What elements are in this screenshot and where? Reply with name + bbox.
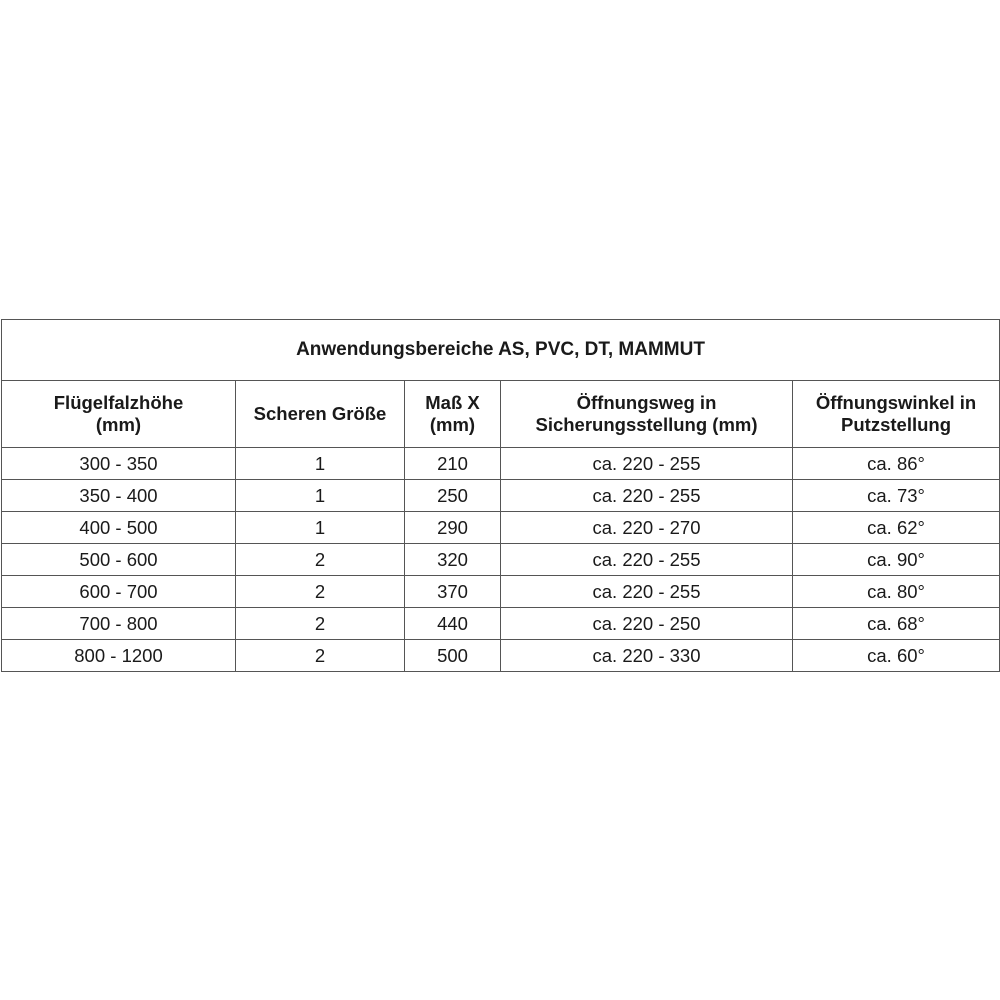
cell-mass-x: 440 [405,608,501,640]
cell-mass-x: 250 [405,480,501,512]
cell-oeffnungswinkel: ca. 73° [793,480,1000,512]
cell-oeffnungsweg: ca. 220 - 270 [501,512,793,544]
table-title: Anwendungsbereiche AS, PVC, DT, MAMMUT [2,320,1000,381]
cell-oeffnungswinkel: ca. 60° [793,640,1000,672]
cell-fluegelfalzhoehe: 500 - 600 [2,544,236,576]
table-row [2,640,1000,672]
table-row [2,448,1000,480]
cell-fluegelfalzhoehe: 400 - 500 [2,512,236,544]
cell-oeffnungsweg: ca. 220 - 255 [501,480,793,512]
cell-oeffnungswinkel: ca. 62° [793,512,1000,544]
table-row [2,576,1000,608]
cell-oeffnungsweg: ca. 220 - 255 [501,544,793,576]
cell-mass-x: 320 [405,544,501,576]
application-table [1,319,1000,672]
cell-oeffnungsweg: ca. 220 - 255 [501,576,793,608]
table-row [2,544,1000,576]
cell-oeffnungsweg: ca. 220 - 255 [501,448,793,480]
cell-scheren-groesse: 2 [236,608,405,640]
cell-oeffnungswinkel: ca. 68° [793,608,1000,640]
cell-scheren-groesse: 1 [236,448,405,480]
cell-oeffnungswinkel: ca. 86° [793,448,1000,480]
cell-oeffnungswinkel: ca. 80° [793,576,1000,608]
cell-mass-x: 370 [405,576,501,608]
header-scheren-groesse: Scheren Größe [236,381,405,448]
cell-oeffnungsweg: ca. 220 - 330 [501,640,793,672]
header-mass-x: Maß X (mm) [405,381,501,448]
header-oeffnungswinkel: Öffnungswinkel in Putzstellung [793,381,1000,448]
application-table-container [1,319,999,672]
cell-scheren-groesse: 2 [236,640,405,672]
cell-mass-x: 290 [405,512,501,544]
cell-scheren-groesse: 2 [236,544,405,576]
table-header-row [2,381,1000,448]
table-title-row [2,320,1000,381]
table-row [2,512,1000,544]
cell-scheren-groesse: 1 [236,480,405,512]
header-oeffnungsweg: Öffnungsweg in Sicherungsstellung (mm) [501,381,793,448]
cell-fluegelfalzhoehe: 350 - 400 [2,480,236,512]
cell-scheren-groesse: 2 [236,576,405,608]
cell-fluegelfalzhoehe: 600 - 700 [2,576,236,608]
cell-scheren-groesse: 1 [236,512,405,544]
cell-fluegelfalzhoehe: 800 - 1200 [2,640,236,672]
cell-oeffnungswinkel: ca. 90° [793,544,1000,576]
header-fluegelfalzhoehe: Flügelfalzhöhe (mm) [2,381,236,448]
cell-mass-x: 210 [405,448,501,480]
cell-mass-x: 500 [405,640,501,672]
table-row [2,608,1000,640]
table-row [2,480,1000,512]
cell-oeffnungsweg: ca. 220 - 250 [501,608,793,640]
cell-fluegelfalzhoehe: 300 - 350 [2,448,236,480]
cell-fluegelfalzhoehe: 700 - 800 [2,608,236,640]
